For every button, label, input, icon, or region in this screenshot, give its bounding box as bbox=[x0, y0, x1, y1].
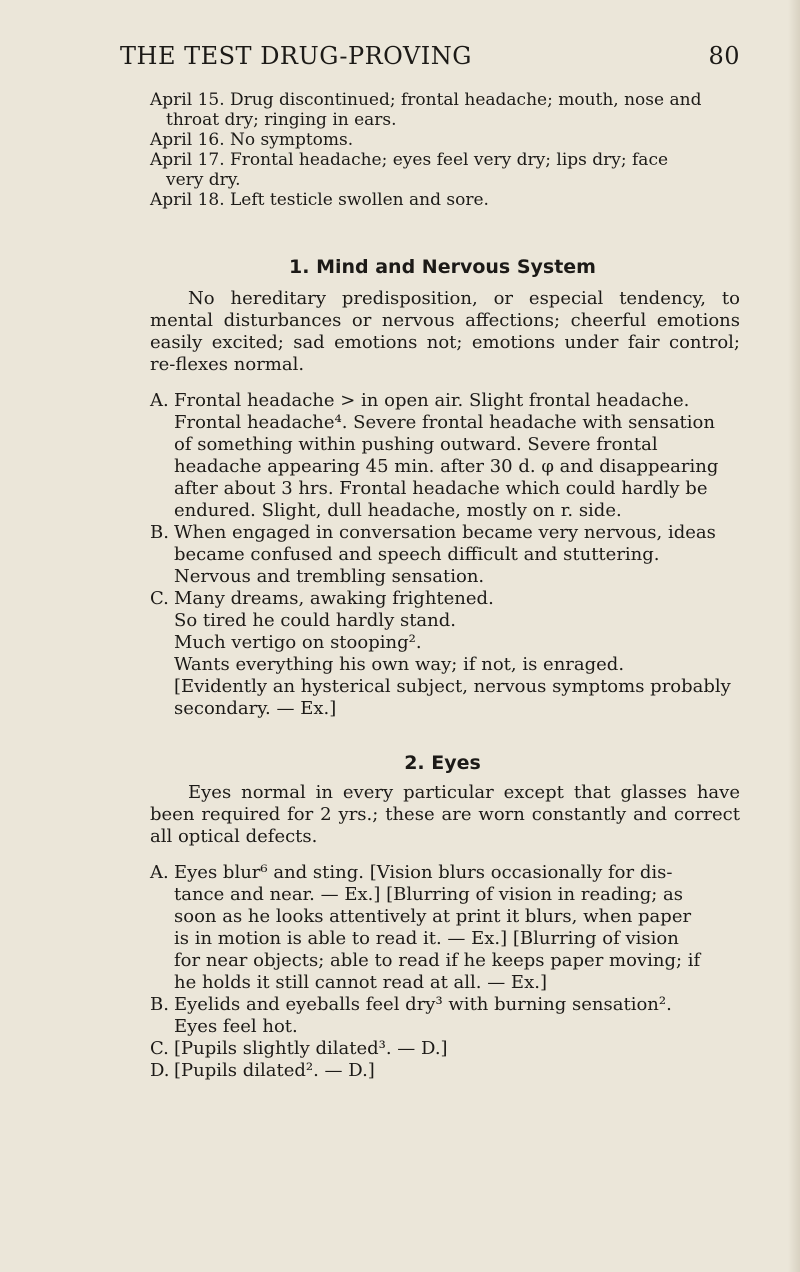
page-number: 80 bbox=[708, 42, 740, 70]
diary-entry: April 17. Frontal headache; eyes feel very dry; lips dry; face very dry. bbox=[150, 150, 669, 190]
item-letter: D. bbox=[150, 1060, 170, 1081]
item-letter: B. bbox=[150, 994, 169, 1015]
diary-entry: April 15. Drug discontinued; frontal headache; mouth, nose and throat dry; ringing in ears. bbox=[150, 90, 702, 130]
section-heading-mind: 1. Mind and Nervous System bbox=[289, 256, 596, 278]
item-letter: C. bbox=[150, 588, 169, 609]
symptom-list-eyes bbox=[150, 862, 740, 1082]
symptom-item: B. Eyelids and eyeballs feel dry³ with burning sensation². Eyes feel hot. bbox=[150, 994, 672, 1037]
symptom-item: B. When engaged in conversation became very nervous, ideas became confused and speech difficult and stuttering. Nervous and trembling sensation. bbox=[150, 522, 716, 587]
diary-entry: April 16. No symptoms. bbox=[150, 130, 354, 150]
symptom-item: A. Frontal headache > in open air. Slight frontal headache. Frontal headache⁴. Severe frontal headache with sensation of something within pushing outward. Severe frontal headache appearing 45 min. after 30 d. φ and disappearing after about 3 hrs. Frontal headache which could hardly be endured. Slight, dull headache, mostly on r. side. bbox=[150, 390, 719, 521]
symptom-item: A. Eyes blur⁶ and sting. [Vision blurs occasionally for dis- tance and near. — Ex.] [Blurring of vision in reading; as soon as he looks attentively at print it blurs, when paper is in motion is able to read it. — Ex.] [Blurring of vision for near objects; able to read if he keeps paper moving; if he holds it still cannot read at all. — Ex.] bbox=[150, 862, 701, 993]
item-letter: A. bbox=[150, 390, 169, 411]
symptom-item: D. [Pupils dilated². — D.] bbox=[150, 1060, 375, 1081]
item-letter: C. bbox=[150, 1038, 169, 1059]
diary-entry: April 18. Left testicle swollen and sore. bbox=[150, 190, 489, 210]
symptom-item: C. [Pupils slightly dilated³. — D.] bbox=[150, 1038, 448, 1059]
running-title: THE TEST DRUG-PROVING bbox=[120, 42, 472, 70]
page-edge-shadow bbox=[788, 0, 800, 1272]
symptom-item: C. Many dreams, awaking frightened. So tired he could hardly stand. Much vertigo on stooping². Wants everything his own way; if not, is enraged. [Evidently an hysterical subject, nervous symptoms probably secondary. — Ex.] bbox=[150, 588, 731, 719]
item-letter: A. bbox=[150, 862, 169, 883]
section-heading-eyes: 2. Eyes bbox=[404, 752, 481, 774]
symptom-list-mind bbox=[150, 390, 740, 720]
section-intro-eyes: Eyes normal in every particular except that glasses have been required for 2 yrs.; these are worn constantly and correct all optical defects. bbox=[150, 782, 740, 847]
item-letter: B. bbox=[150, 522, 169, 543]
section-intro-mind: No hereditary predisposition, or especial tendency, to mental disturbances or nervous affections; cheerful emotions easily excited; sad emotions not; emotions under fair control; re-flexes normal. bbox=[150, 288, 740, 375]
diary-entries bbox=[150, 90, 735, 210]
